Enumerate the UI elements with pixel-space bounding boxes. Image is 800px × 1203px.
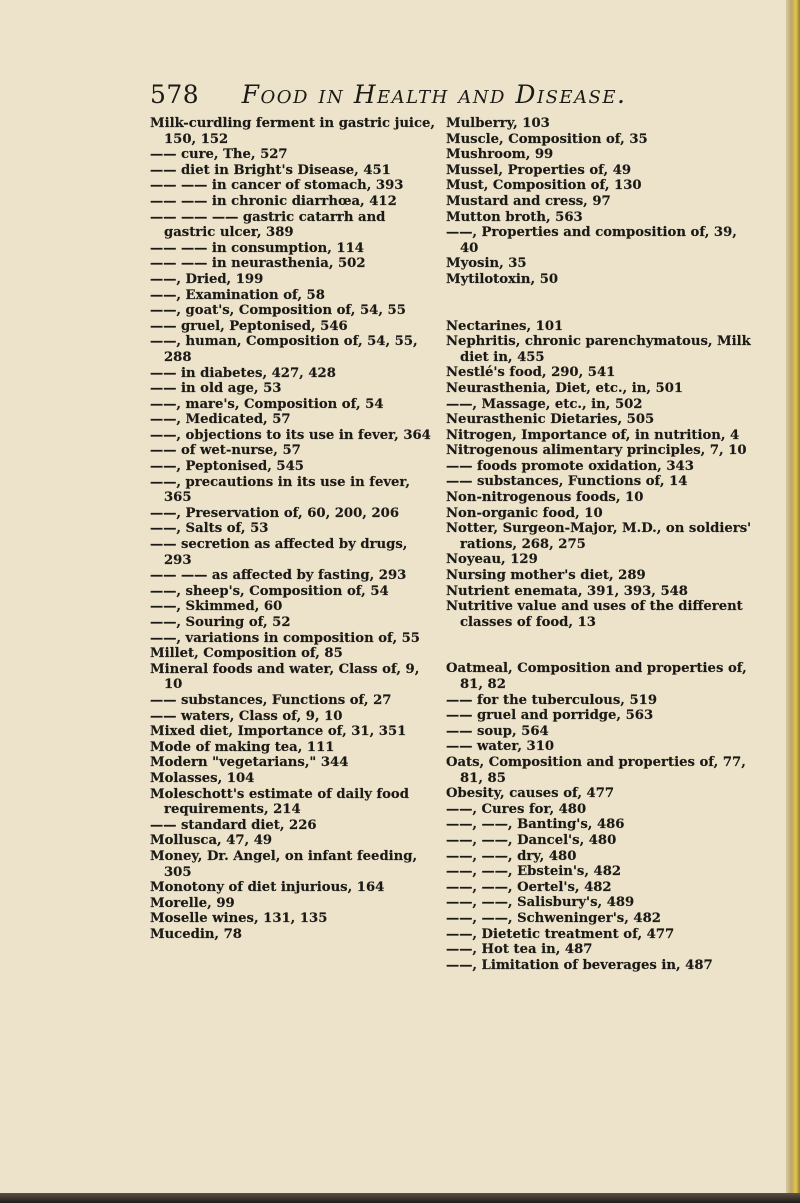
index-entry: ——, Souring of, 52 <box>150 615 291 630</box>
index-entry: —— secretion as affected by drugs, 293 <box>150 537 408 568</box>
index-entry: —— gruel, Peptonised, 546 <box>150 318 348 334</box>
index-entry: Mustard and cress, 97 <box>446 193 611 209</box>
index-entry: ——, variations in composition of, 55 <box>150 630 420 646</box>
index-entry: —— —— as affected by fasting, 293 <box>150 568 407 584</box>
index-entry: Nitrogenous alimentary principles, 7, 10 <box>446 443 747 459</box>
index-entry: Nectarines, 101 <box>446 318 564 334</box>
index-entry: ——, ——, Dancel's, 480 <box>446 832 617 848</box>
index-entry: Neurasthenic Dietaries, 505 <box>446 412 655 428</box>
index-entry: Millet, Composition of, 85 <box>150 646 343 662</box>
index-entry: ——, Preservation of, 60, 200, 206 <box>150 505 399 521</box>
section-gap <box>446 288 758 319</box>
running-title: Food in Health and Disease. <box>241 80 627 109</box>
index-entry: Mineral foods and water, Class of, 9, 10 <box>150 661 420 693</box>
index-entry: ——, sheep's, Composition of, 54 <box>150 583 389 599</box>
index-entry: Molasses, 104 <box>150 770 255 786</box>
index-entry: —— water, 310 <box>446 739 555 755</box>
index-entry: —— substances, Functions of, 27 <box>150 692 392 708</box>
index-entry: —— waters, Class of, 9, 10 <box>150 708 343 724</box>
index-entry: ——, Dietetic treatment of, 477 <box>446 926 675 942</box>
index-entry: ——, Massage, etc., in, 502 <box>446 396 643 412</box>
index-entry: —— in diabetes, 427, 428 <box>150 365 336 381</box>
index-entry: Muscle, Composition of, 35 <box>446 131 648 147</box>
index-entry: ——, Hot tea in, 487 <box>446 942 593 958</box>
index-entry: Mytilotoxin, 50 <box>446 271 559 287</box>
index-entry: Oats, Composition and properties of, 77, 81, 85 <box>446 754 746 786</box>
index-entry: Obesity, causes of, 477 <box>446 786 615 802</box>
index-entry: ——, Salts of, 53 <box>150 521 269 537</box>
index-entry: —— soup, 564 <box>446 723 549 739</box>
index-entry: Nephritis, chronic parenchymatous, Milk diet in, 455 <box>446 334 751 365</box>
index-entry: ——, ——, Salisbury's, 489 <box>446 895 635 911</box>
index-entry: —— diet in Bright's Disease, 451 <box>150 162 391 178</box>
index-entry: ——, ——, Ebstein's, 482 <box>446 864 622 880</box>
page-number: 578 <box>150 80 200 109</box>
index-entry: Nutrient enemata, 391, 393, 548 <box>446 583 688 599</box>
index-section-m <box>446 116 758 288</box>
index-entry: ——, Medicated, 57 <box>150 412 291 428</box>
index-entry: ——, human, Composition of, 54, 55, 288 <box>150 334 418 365</box>
index-entry: ——, ——, dry, 480 <box>446 848 577 864</box>
page-gutter-edge <box>786 0 800 1203</box>
index-entry: Mixed diet, Importance of, 31, 351 <box>150 724 407 740</box>
index-entry: —— —— —— gastric catarrh and gastric ulcer, 389 <box>150 209 386 241</box>
index-entry: —— gruel and porridge, 563 <box>446 708 654 724</box>
index-entry: Nestlé's food, 290, 541 <box>446 365 616 381</box>
index-section-o <box>446 661 758 973</box>
index-entry: —— —— in consumption, 114 <box>150 240 364 256</box>
index-entry: ——, objections to its use in fever, 364 <box>150 427 431 443</box>
index-entry: —— substances, Functions of, 14 <box>446 474 688 490</box>
index-entry: Moselle wines, 131, 135 <box>150 911 328 927</box>
index-entry: Mushroom, 99 <box>446 147 554 163</box>
index-section-n <box>446 319 758 631</box>
page-bottom-edge <box>0 1193 800 1203</box>
index-entry: ——, Limitation of beverages in, 487 <box>446 957 713 973</box>
index-entry: Must, Composition of, 130 <box>446 178 642 194</box>
index-entry: ——, ——, Oertel's, 482 <box>446 879 612 895</box>
index-entry: Neurasthenia, Diet, etc., in, 501 <box>446 380 684 396</box>
index-entry: —— cure, The, 527 <box>150 147 288 163</box>
index-entry: ——, precautions in its use in fever, 365 <box>150 474 410 506</box>
index-entry: Nitrogen, Importance of, in nutrition, 4 <box>446 427 740 443</box>
index-entry: Non-nitrogenous foods, 10 <box>446 490 644 506</box>
index-entry: Noyeau, 129 <box>446 552 538 568</box>
index-entry: —— for the tuberculous, 519 <box>446 692 658 708</box>
index-entry: ——, Properties and composition of, 39, 40 <box>446 225 737 256</box>
index-entry: Non-organic food, 10 <box>446 505 603 521</box>
index-entry: Modern "vegetarians," 344 <box>150 755 349 771</box>
index-entry: Myosin, 35 <box>446 256 527 272</box>
section-gap <box>446 630 758 661</box>
index-entry: —— standard diet, 226 <box>150 817 317 833</box>
index-entry: ——, goat's, Composition of, 54, 55 <box>150 303 406 319</box>
index-entry: ——, Peptonised, 545 <box>150 459 304 475</box>
index-entry: —— —— in chronic diarrhœa, 412 <box>150 193 397 209</box>
index-entry: Morelle, 99 <box>150 895 235 911</box>
index-entry: Mulberry, 103 <box>446 116 550 131</box>
index-entry: Monotony of diet injurious, 164 <box>150 880 385 896</box>
index-entry: ——, ——, Banting's, 486 <box>446 817 625 833</box>
index-entry: Nutritive value and uses of the different classes of food, 13 <box>446 599 743 630</box>
index-entry: ——, Cures for, 480 <box>446 801 587 817</box>
index-entry: Mollusca, 47, 49 <box>150 833 273 849</box>
index-column-left <box>150 116 438 942</box>
index-entry: Oatmeal, Composition and properties of, 81, 82 <box>446 661 747 692</box>
index-column-right <box>446 116 758 973</box>
index-entry: —— foods promote oxidation, 343 <box>446 458 694 474</box>
index-entry: Nursing mother's diet, 289 <box>446 568 646 584</box>
index-entry: Mucedin, 78 <box>150 926 242 942</box>
index-entry: ——, Examination of, 58 <box>150 287 325 303</box>
index-entry: ——, Skimmed, 60 <box>150 599 283 615</box>
index-entry: Milk-curdling ferment in gastric juice, 150, 152 <box>150 116 435 147</box>
index-entry: ——, ——, Schweninger's, 482 <box>446 910 661 926</box>
index-entry: Notter, Surgeon-Major, M.D., on soldiers' rations, 268, 275 <box>446 521 752 552</box>
index-entry: Mutton broth, 563 <box>446 209 583 225</box>
index-entry: —— of wet-nurse, 57 <box>150 443 301 459</box>
index-entry: Money, Dr. Angel, on infant feeding, 305 <box>150 848 418 880</box>
page-header <box>150 80 626 109</box>
index-entry: —— —— in neurasthenia, 502 <box>150 256 366 272</box>
index-entry: Mode of making tea, 111 <box>150 739 335 755</box>
index-entry: —— in old age, 53 <box>150 381 282 397</box>
index-entry: ——, mare's, Composition of, 54 <box>150 396 384 412</box>
index-entry: —— —— in cancer of stomach, 393 <box>150 178 404 194</box>
index-entry: ——, Dried, 199 <box>150 271 264 287</box>
index-entry: Moleschott's estimate of daily food requirements, 214 <box>150 786 409 818</box>
index-entry: Mussel, Properties of, 49 <box>446 162 632 178</box>
